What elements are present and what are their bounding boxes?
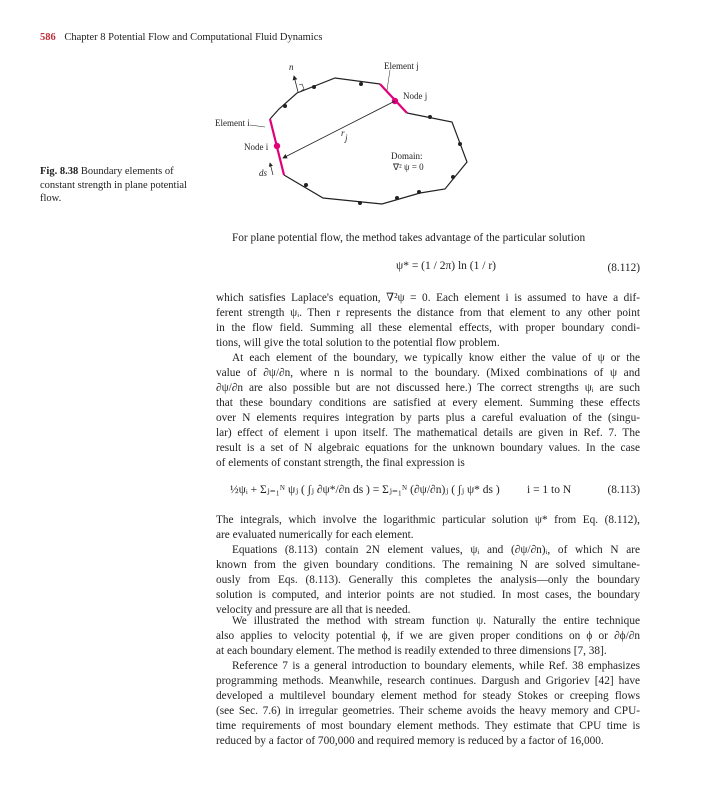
text-line: which satisfies Laplace's equation, ∇²ψ = 0. Each element i is assumed to have a dif- <box>216 292 640 304</box>
r-subscript: j <box>345 133 348 143</box>
equation-range: i = 1 to N <box>527 484 572 496</box>
caption-line: flow. <box>40 193 62 204</box>
text-line: of elements of constant strength, the final expression is <box>216 457 465 469</box>
node-i <box>274 143 280 149</box>
boundary-polygon <box>270 78 380 119</box>
domain-label: Domain: <box>391 151 423 161</box>
node-i-label: Node i <box>244 142 269 152</box>
text-line: time requirements of most boundary element methods. They estimate that CPU time is <box>216 720 640 732</box>
text-line: result is a set of N algebraic equations for the unknown boundary values. In the case <box>216 442 640 454</box>
text-line: ∂ψ/∂n are also possible but are not discussed here.) The correct strengths ψᵢ are such <box>216 382 640 394</box>
ds-arrow <box>270 163 273 175</box>
text-line: over N elements requires integration by parts plus a careful evaluation of the (singu- <box>216 412 640 424</box>
chapter-title: Chapter 8 Potential Flow and Computational Fluid Dynamics <box>64 32 323 43</box>
domain-equation: ∇² ψ = 0 <box>393 162 424 172</box>
text-line: programming methods. Meanwhile, research continues. Dargush and Grigoriev [42] have <box>216 675 640 687</box>
text-line: known from the given boundary conditions. The remaining N are solved simultane- <box>216 559 640 571</box>
text-line: value of ∂ψ/∂n, where n is normal to the boundary. (Mixed combinations of ψ and <box>216 367 640 379</box>
text-line: reduced by a factor of 700,000 and required memory is reduced by a factor of 16,000. <box>216 735 604 747</box>
text-line: at each boundary element. The method is readily extended to three dimensions [7, 38]. <box>216 645 607 657</box>
equation-number: (8.112) <box>607 262 640 274</box>
caption-label: Fig. 8.38 <box>40 166 79 177</box>
text-line: For plane potential flow, the method takes advantage of the particular solution <box>232 232 586 244</box>
text-line: that these boundary conditions are satisfied at every element. Summing these effects <box>216 397 640 409</box>
node-j-label: Node j <box>403 91 428 101</box>
text-line: developed a multilevel boundary element method for steady Stokes or creeping flows <box>216 690 640 702</box>
ds-label: ds <box>259 168 268 178</box>
text-line: The integrals, which involve the logarithmic particular solution ψ* from Eq. (8.112), <box>216 514 640 526</box>
text-line: are evaluated numerically for each element. <box>216 529 414 541</box>
text-line: (see Sec. 7.6) in irregular geometries. Their scheme avoids the heavy memory and CPU- <box>216 705 640 717</box>
text-line: solution is computed, and interior points are not studied. In most cases, the boundary <box>216 589 640 601</box>
boundary-polygon-lower <box>284 113 467 204</box>
text-line: in the flow field. Summing all these elemental effects, with proper boundary condi- <box>216 322 640 334</box>
text-line: tions, will give the total solution to the potential flow problem. <box>216 337 500 349</box>
r-label: r <box>341 128 345 138</box>
caption-line: constant strength in plane potential <box>40 179 187 191</box>
text-line: ferent strength ψᵢ. Then r represents the distance from that element to any other point <box>216 307 640 319</box>
caption-line: Boundary elements of <box>80 166 174 177</box>
text-line: lar) effect of element i upon itself. The mathematical details are given in Ref. 7. The <box>216 427 640 439</box>
element-j-label: Element j <box>384 61 419 71</box>
text-line: At each element of the boundary, we typically know either the value of ψ or the <box>232 352 640 364</box>
text-line: Equations (8.113) contain 2N element values, ψᵢ and (∂ψ/∂n)ᵢ, of which N are <box>232 544 640 556</box>
boundary-nodes <box>283 82 462 205</box>
page-number: 586 <box>40 32 56 43</box>
element-i-label: Element i <box>215 118 250 128</box>
normal-arrow <box>294 76 298 92</box>
figure-caption <box>40 165 200 206</box>
r-j-arrow <box>283 101 395 158</box>
text-line: velocity and pressure are all that is needed. <box>216 604 411 616</box>
equation-number: (8.113) <box>607 484 640 496</box>
text-line: We illustrated the method with stream function ψ. Naturally the entire technique <box>232 615 640 627</box>
text-line: ously from Eqs. (8.113). Generally this completes the analysis—only the boundary <box>216 574 640 586</box>
n-label: n <box>289 62 294 72</box>
equation-8-113: ½ψᵢ + Σⱼ₌₁ᴺ ψⱼ ( ∫ⱼ ∂ψ*/∂n ds ) = Σⱼ₌₁ᴺ (∂ψ/∂n)ⱼ ( ∫ⱼ ψ* ds ) <box>230 484 500 496</box>
text-line: Reference 7 is a general introduction to boundary elements, while Ref. 38 emphasizes <box>232 660 640 672</box>
text-line: also applies to velocity potential ϕ, if we are given proper conditions on ϕ or ∂ϕ/∂n <box>216 630 640 642</box>
equation-8-112: ψ* = (1 / 2π) ln (1 / r) <box>396 260 496 272</box>
